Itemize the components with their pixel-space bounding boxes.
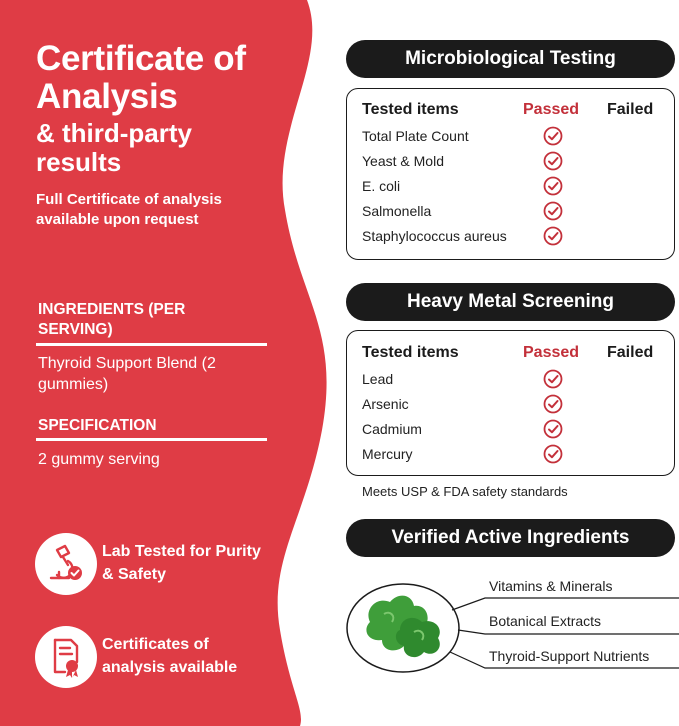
certificate-badge [35, 626, 97, 688]
lab-badge [35, 533, 97, 595]
passed-check-icon [543, 226, 563, 246]
divider [36, 343, 267, 346]
divider [36, 438, 267, 441]
col-header-items: Tested items [362, 344, 459, 361]
tested-item-label: Mercury [362, 446, 413, 462]
micro-section-title: Microbiological Testing [346, 40, 675, 78]
passed-check-icon [543, 176, 563, 196]
tested-item-label: Cadmium [362, 421, 422, 437]
microscope-icon [35, 533, 97, 595]
passed-check-icon [543, 201, 563, 221]
passed-check-icon [543, 394, 563, 414]
tested-item-label: Staphylococcus aureus [362, 228, 507, 244]
passed-check-icon [543, 444, 563, 464]
passed-check-icon [543, 419, 563, 439]
tested-item-label: Arsenic [362, 396, 409, 412]
safety-standards-note: Meets USP & FDA safety standards [362, 484, 568, 499]
col-header-failed: Failed [607, 101, 654, 118]
metal-section-title: Heavy Metal Screening [346, 283, 675, 321]
ingredients-heading: INGREDIENTS (PER SERVING) [38, 301, 186, 338]
col-header-failed: Failed [607, 344, 654, 361]
passed-check-icon [543, 369, 563, 389]
specification-value: 2 gummy serving [38, 451, 160, 468]
ingredient-label: Vitamins & Minerals [489, 578, 613, 594]
ingredients-value: Thyroid Support Blend (2 gummies) [38, 355, 216, 393]
lab-tested-label: Lab Tested for Purity & Safety [102, 543, 261, 583]
passed-check-icon [543, 151, 563, 171]
tested-item-label: E. coli [362, 178, 401, 194]
col-header-passed: Passed [523, 101, 580, 118]
availability-note: Full Certificate of analysis available upon request [36, 191, 222, 228]
tested-item-label: Lead [362, 371, 394, 387]
passed-check-icon [543, 126, 563, 146]
tested-item-label: Salmonella [362, 203, 432, 219]
page-subtitle: & third-party results [36, 118, 192, 177]
active-section-title: Verified Active Ingredients [346, 519, 675, 557]
certificates-label: Certificates of analysis available [102, 636, 238, 676]
tested-item-label: Total Plate Count [362, 128, 469, 144]
tested-item-label: Yeast & Mold [362, 153, 444, 169]
ingredient-label: Thyroid-Support Nutrients [489, 648, 650, 664]
certificate-icon [35, 626, 97, 688]
col-header-items: Tested items [362, 101, 459, 118]
col-header-passed: Passed [523, 344, 580, 361]
page-title: Certificate of Analysis [36, 39, 246, 116]
ingredient-label: Botanical Extracts [489, 613, 602, 629]
specification-heading: SPECIFICATION [38, 417, 157, 434]
